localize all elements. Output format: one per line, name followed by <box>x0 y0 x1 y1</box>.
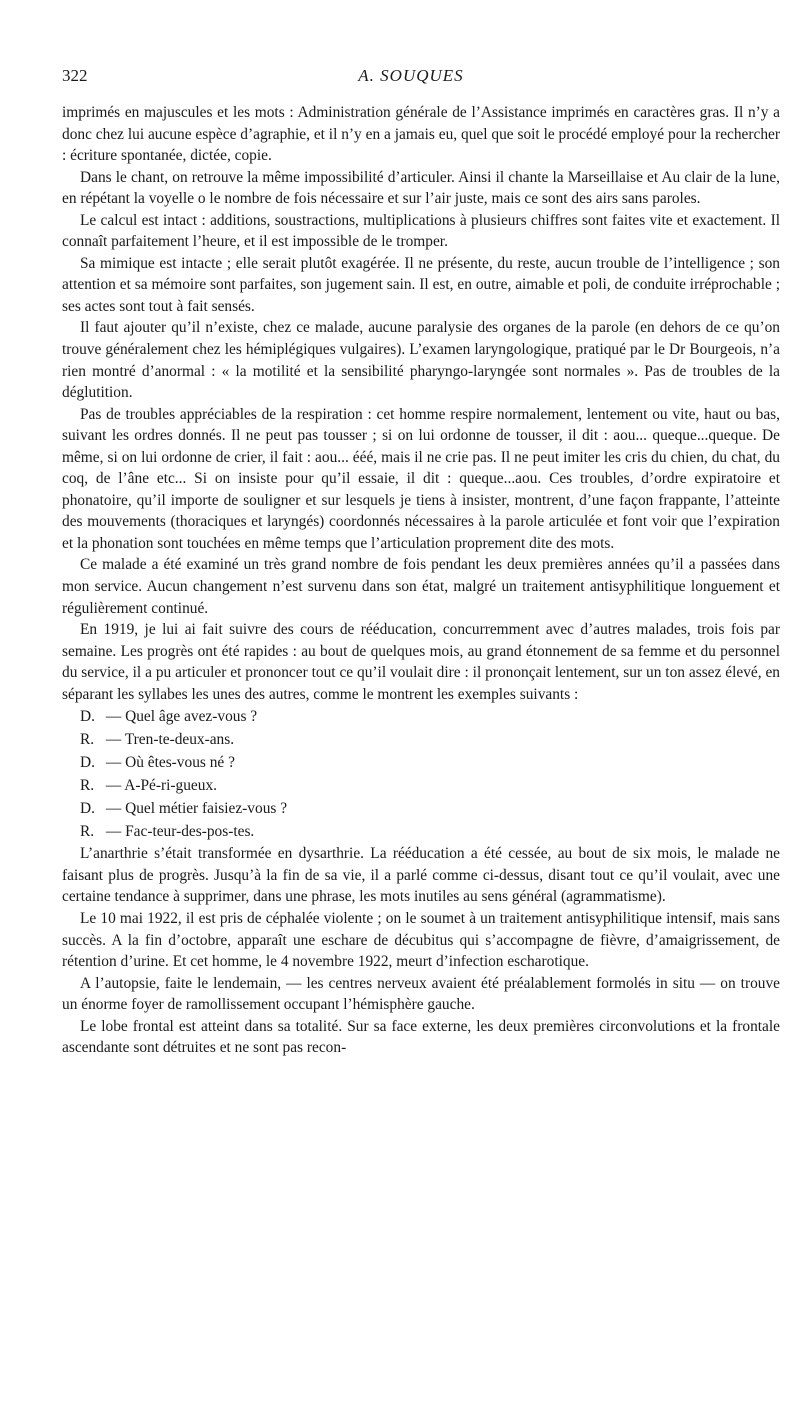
dialogue-speaker: D. <box>80 708 95 726</box>
dialogue-line <box>80 820 780 843</box>
paragraph: Ce malade a été examiné un très grand nombre de fois pendant les deux premières années qu’il a passées dans mon service. Aucun changement n’est survenu dans son état, malgré un traitement antisyphilitique longuement et régulièrement continué. <box>62 556 780 617</box>
paragraph: Le calcul est intact : additions, soustractions, multiplications à plusieurs chiffres sont faites vite et exactement. Il connaît parfaitement l’heure, et il est impossible de le tromper. <box>62 211 780 251</box>
running-head: A. SOUQUES <box>358 66 464 85</box>
dialogue-speaker: D. <box>80 754 95 772</box>
dialogue-speaker: D. <box>80 800 95 818</box>
page-body <box>62 102 780 1059</box>
dialogue-text: — Où êtes-vous né ? <box>105 754 235 772</box>
dialogue <box>62 705 780 843</box>
dialogue-text: — Fac-teur-des-pos-tes. <box>105 823 255 841</box>
paragraph: A l’autopsie, faite le lendemain, — les centres nerveux avaient été préalablement formolés in situ — on trouve un énorme foyer de ramollissement occupant l’hémisphère gauche. <box>62 974 780 1014</box>
paragraph: En 1919, je lui ai fait suivre des cours de rééducation, concurremment avec d’autres malades, trois fois par semaine. Les progrès ont été rapides : au bout de quelques mois, au grand étonnement de sa femme et du personnel du service, il a pu articuler et prononcer tout ce qu’il voulait dire : il prononçait lentement, sur un ton assez élevé, en séparant les syllabes les unes des autres, comme le montrent les exemples suivants : <box>62 621 780 703</box>
dialogue-line <box>80 797 780 820</box>
paragraph: imprimés en majuscules et les mots : Administration générale de l’Assistance imprimés en caractères gras. Il n’y a donc chez lui aucune espèce d’agraphie, et il n’y en a jamais eu, quel que soit le procédé employé pour la rechercher : écriture spontanée, dictée, copie. <box>62 104 780 165</box>
dialogue-line <box>80 751 780 774</box>
paragraph: Le lobe frontal est atteint dans sa totalité. Sur sa face externe, les deux premières circonvolutions et la frontale ascendante sont détruites et ne sont pas recon- <box>62 1017 780 1057</box>
dialogue-text: — Quel âge avez-vous ? <box>105 708 258 726</box>
dialogue-text: — A-Pé-ri-gueux. <box>105 777 217 795</box>
dialogue-line <box>80 774 780 797</box>
paragraph: Sa mimique est intacte ; elle serait plutôt exagérée. Il ne présente, du reste, aucun trouble de l’intelligence ; son attention et sa mémoire sont parfaites, son jugement sain. Il est, en outre, aimable et poli, de conduite irréprochable ; ses actes sont tout à fait sensés. <box>62 254 780 315</box>
dialogue-text: — Quel métier faisiez-vous ? <box>105 800 288 818</box>
dialogue-line <box>80 728 780 751</box>
dialogue-text: — Tren-te-deux-ans. <box>105 731 235 749</box>
dialogue-speaker: R. <box>80 777 95 795</box>
paragraph: L’anarthrie s’était transformée en dysarthrie. La rééducation a été cessée, au bout de six mois, le malade ne faisant plus de progrès. Jusqu’à la fin de sa vie, il a parlé comme ci-dessus, disant tout ce qu’il voulait, avec une certaine tendance à supprimer, dans une phrase, les mots inutiles au sens général (agrammatisme). <box>62 845 780 906</box>
page-header <box>62 66 760 92</box>
paragraph: Pas de troubles appréciables de la respiration : cet homme respire normalement, lentement ou vite, haut ou bas, suivant les ordres donnés. Il ne peut pas tousser ; si on lui ordonne de tousser, il dit : aou... queque...queque. De même, si on lui ordonne de crier, il fait : aou... ééé, mais il ne crie pas. Il ne peut imiter les cris du chien, du chat, du coq, de l’âne etc... Si on insiste pour qu’il essaie, il dit : queque...aou. Ces troubles, d’ordre expiratoire et phonatoire, qu’il importe de souligner et sur lesquels je tiens à insister, montrent, d’une façon frappante, l’atteinte des mouvements (thoraciques et laryngés) coordonnés nécessaires à la parole articulée et font voir que l’expiration et la phonation sont touchées en même temps que l’articulation proprement dite des mots. <box>62 405 780 552</box>
paragraph: Le 10 mai 1922, il est pris de céphalée violente ; on le soumet à un traitement antisyphilitique intensif, mais sans succès. A la fin d’octobre, apparaît une eschare de décubitus qui s’accompagne de fièvre, d’amaigrissement, de rétention d’urine. Et cet homme, le 4 novembre 1922, meurt d’infection escharotique. <box>62 909 780 971</box>
dialogue-line <box>80 705 780 728</box>
dialogue-speaker: R. <box>80 731 95 749</box>
paragraph: Dans le chant, on retrouve la même impossibilité d’articuler. Ainsi il chante la Marseillaise et Au clair de la lune, en répétant la voyelle o le nombre de fois nécessaire et sur l’air juste, mais ce sont des airs sans paroles. <box>62 168 780 208</box>
paragraph: Il faut ajouter qu’il n’existe, chez ce malade, aucune paralysie des organes de la parole (en dehors de ce qu’on trouve généralement chez les hémiplégiques vulgaires). L’examen laryngologique, pratiqué par le Dr Bourgeois, n’a rien montré d’anormal : « la motilité et la sensibilité pharyngo-laryngée sont normales ». Pas de troubles de la déglutition. <box>62 319 780 402</box>
dialogue-speaker: R. <box>80 823 95 841</box>
page-number: 322 <box>62 66 88 85</box>
